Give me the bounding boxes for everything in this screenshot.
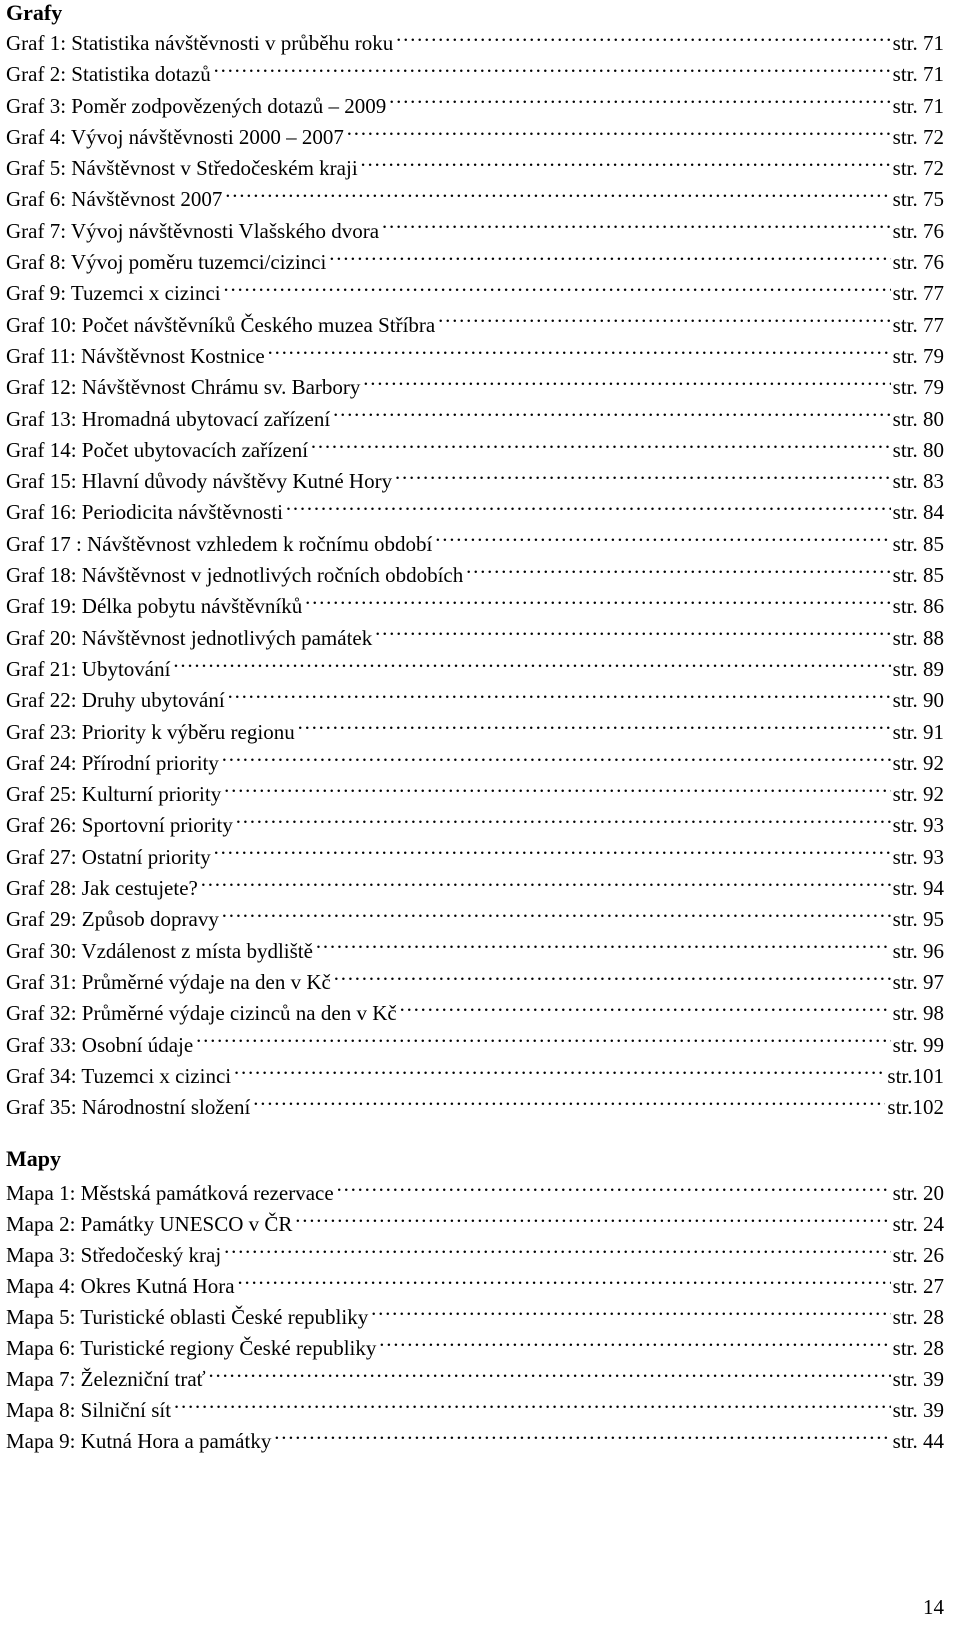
maps-heading: Mapy (6, 1146, 61, 1171)
toc-entry-label: Mapa 1: Městská památková rezervace (6, 1181, 334, 1205)
toc-entry (6, 1364, 944, 1395)
page-number: 14 (923, 1595, 944, 1619)
toc-entry-page: str. 85 (892, 531, 944, 556)
toc-entry-label: Graf 22: Druhy ubytování (6, 688, 225, 713)
toc-entry-page: str. 95 (892, 907, 944, 932)
toc-entry (6, 1178, 944, 1209)
toc-entry (6, 591, 944, 622)
toc-dot-leader (172, 655, 890, 676)
toc-entry-label: Mapa 7: Železniční trať (6, 1367, 206, 1391)
toc-entry-label: Graf 6: Návštěvnost 2007 (6, 187, 223, 212)
toc-dot-leader (374, 624, 890, 645)
toc-entry-label: Mapa 5: Turistické oblasti České republiky (6, 1305, 369, 1329)
toc-entry-label: Graf 19: Délka pobytu návštěvníků (6, 594, 303, 619)
toc-entry-label: Graf 34: Tuzemci x cizinci (6, 1063, 232, 1088)
toc-entry-label: Graf 11: Návštěvnost Kostnice (6, 343, 265, 368)
toc-dot-leader (437, 311, 890, 332)
toc-entry-label: Mapa 3: Středočeský kraj (6, 1243, 222, 1267)
toc-entry (6, 560, 944, 591)
toc-dot-leader (294, 1210, 890, 1231)
toc-entry-label: Graf 28: Jak cestujete? (6, 876, 198, 901)
toc-entry-label: Graf 20: Návštěvnost jednotlivých památek (6, 625, 373, 650)
toc-dot-leader (362, 373, 890, 394)
toc-dot-leader (273, 1427, 890, 1448)
toc-entry (6, 1061, 944, 1092)
toc-dot-leader (310, 436, 891, 457)
toc-entry-label: Mapa 4: Okres Kutná Hora (6, 1274, 235, 1298)
graphs-heading: Grafy (6, 0, 63, 25)
toc-entry-label: Mapa 6: Turistické regiony České republiky (6, 1336, 377, 1360)
toc-entry (6, 1302, 944, 1333)
toc-entry-label: Graf 33: Osobní údaje (6, 1032, 194, 1057)
toc-dot-leader (223, 780, 890, 801)
toc-entry-page: str. 98 (892, 1001, 944, 1026)
toc-entry-label: Graf 2: Statistika dotazů (6, 62, 211, 87)
toc-entry-label: Graf 27: Ostatní priority (6, 844, 211, 869)
toc-entry (6, 28, 944, 59)
toc-dot-leader (200, 874, 891, 895)
toc-dot-leader (173, 1396, 891, 1417)
toc-entry-label: Graf 7: Vývoj návštěvnosti Vlašského dvora (6, 218, 380, 243)
toc-dot-leader (332, 405, 890, 426)
toc-entry-page: str. 84 (892, 500, 944, 525)
toc-entry-label: Graf 31: Průměrné výdaje na den v Kč (6, 969, 331, 994)
toc-dot-leader (328, 248, 890, 269)
toc-dot-leader (221, 749, 891, 770)
toc-entry-label: Graf 26: Sportovní priority (6, 813, 233, 838)
toc-entry (6, 122, 944, 153)
toc-entry-page: str. 97 (892, 969, 944, 994)
toc-entry-page: str. 79 (892, 343, 944, 368)
toc-entry-label: Mapa 2: Památky UNESCO v ČR (6, 1212, 293, 1236)
toc-entry-page: str. 96 (892, 938, 944, 963)
toc-dot-leader (315, 937, 891, 958)
toc-entry-label: Graf 3: Poměr zodpovězených dotazů – 2009 (6, 93, 387, 118)
toc-dot-leader (297, 718, 891, 739)
toc-entry-label: Graf 9: Tuzemci x cizinci (6, 281, 221, 306)
toc-entry-page: str. 28 (892, 1336, 944, 1360)
toc-entry-page: str. 39 (892, 1398, 944, 1422)
toc-entry-page: str. 77 (892, 281, 944, 306)
toc-entry-page: str. 76 (892, 218, 944, 243)
toc-entry-label: Graf 14: Počet ubytovacích zařízení (6, 437, 309, 462)
toc-entry-page: str. 92 (892, 782, 944, 807)
toc-entry-label: Graf 12: Návštěvnost Chrámu sv. Barbory (6, 375, 361, 400)
toc-entry-page: str. 27 (892, 1274, 944, 1298)
toc-entry-label: Graf 16: Periodicita návštěvnosti (6, 500, 284, 525)
toc-entry (6, 466, 944, 497)
toc-entry (6, 91, 944, 122)
toc-entry-page: str. 80 (892, 437, 944, 462)
toc-entry (6, 310, 944, 341)
toc-entry-page: str. 79 (892, 375, 944, 400)
toc-entry-page: str. 99 (892, 1032, 944, 1057)
toc-entry-page: str. 75 (892, 187, 944, 212)
toc-dot-leader (252, 1093, 885, 1114)
toc-entry (6, 435, 944, 466)
toc-entry-page: str.101 (887, 1063, 944, 1088)
toc-dot-leader (333, 968, 891, 989)
toc-dot-leader (223, 1241, 890, 1262)
toc-entry (6, 717, 944, 748)
toc-entry-label: Mapa 9: Kutná Hora a památky (6, 1429, 272, 1453)
toc-entry (6, 1209, 944, 1240)
toc-entry-label: Graf 30: Vzdálenost z místa bydliště (6, 938, 313, 963)
toc-entry (6, 372, 944, 403)
toc-entry (6, 748, 944, 779)
toc-dot-leader (208, 1365, 891, 1386)
toc-entry (6, 998, 944, 1029)
toc-entry-page: str. 76 (892, 250, 944, 275)
toc-entry (6, 1426, 944, 1457)
toc-entry-label: Graf 29: Způsob dopravy (6, 907, 219, 932)
toc-entry-page: str. 83 (892, 469, 944, 494)
toc-entry (6, 810, 944, 841)
toc-entry-label: Graf 21: Ubytování (6, 656, 171, 681)
toc-entry-page: str. 44 (892, 1429, 944, 1453)
toc-dot-leader (221, 905, 891, 926)
toc-dot-leader (237, 1272, 891, 1293)
toc-entry (6, 904, 944, 935)
toc-dot-leader (465, 561, 890, 582)
toc-entry-label: Graf 25: Kulturní priority (6, 782, 222, 807)
toc-entry-page: str. 91 (892, 719, 944, 744)
toc-entry-page: str. 94 (892, 876, 944, 901)
toc-entry-page: str. 90 (892, 688, 944, 713)
toc-entry (6, 967, 944, 998)
toc-entry-page: str. 72 (892, 156, 944, 181)
toc-entry (6, 1092, 944, 1123)
toc-entry (6, 654, 944, 685)
toc-dot-leader (336, 1179, 891, 1200)
toc-entry (6, 278, 944, 309)
toc-entry-label: Graf 23: Priority k výběru regionu (6, 719, 295, 744)
toc-dot-leader (233, 1062, 885, 1083)
toc-entry-page: str. 85 (892, 563, 944, 588)
toc-entry (6, 936, 944, 967)
toc-entry-label: Graf 8: Vývoj poměru tuzemci/cizinci (6, 250, 327, 275)
toc-entry (6, 404, 944, 435)
toc-entry (6, 623, 944, 654)
toc-entry-page: str. 71 (892, 31, 944, 55)
toc-entry (6, 59, 944, 90)
toc-entry-label: Graf 18: Návštěvnost v jednotlivých ročních obdobích (6, 563, 464, 588)
toc-entry-page: str. 71 (892, 62, 944, 87)
toc-dot-leader (223, 279, 891, 300)
toc-entry (6, 685, 944, 716)
toc-entry (6, 1271, 944, 1302)
toc-entry-page: str. 24 (892, 1212, 944, 1236)
toc-dot-leader (213, 60, 891, 81)
toc-entry-page: str. 93 (892, 813, 944, 838)
toc-dot-leader (395, 29, 890, 50)
toc-entry (6, 1395, 944, 1426)
toc-entry-label: Graf 1: Statistika návštěvnosti v průběhu roku (6, 31, 394, 55)
toc-entry (6, 184, 944, 215)
graphs-list (6, 28, 944, 1123)
toc-entry-page: str.102 (887, 1095, 944, 1120)
toc-entry-label: Graf 4: Vývoj návštěvnosti 2000 – 2007 (6, 124, 344, 149)
toc-entry (6, 842, 944, 873)
toc-entry-page: str. 39 (892, 1367, 944, 1391)
toc-dot-leader (227, 686, 891, 707)
toc-entry (6, 779, 944, 810)
toc-entry (6, 153, 944, 184)
toc-dot-leader (399, 999, 891, 1020)
toc-entry-label: Graf 24: Přírodní priority (6, 750, 219, 775)
toc-dot-leader (381, 217, 891, 238)
toc-entry (6, 341, 944, 372)
toc-entry-page: str. 89 (892, 656, 944, 681)
toc-dot-leader (370, 1303, 890, 1324)
toc-entry-page: str. 77 (892, 312, 944, 337)
toc-dot-leader (304, 592, 890, 613)
toc-dot-leader (213, 843, 891, 864)
toc-entry-page: str. 20 (892, 1181, 944, 1205)
toc-dot-leader (360, 154, 891, 175)
toc-entry (6, 1030, 944, 1061)
maps-list (6, 1178, 944, 1457)
toc-entry-label: Mapa 8: Silniční sít (6, 1398, 172, 1422)
toc-entry-page: str. 26 (892, 1243, 944, 1267)
toc-entry (6, 873, 944, 904)
toc-entry-label: Graf 32: Průměrné výdaje cizinců na den v Kč (6, 1001, 397, 1026)
toc-dot-leader (394, 467, 891, 488)
toc-entry-label: Graf 17 : Návštěvnost vzhledem k ročnímu období (6, 531, 433, 556)
toc-entry-page: str. 28 (892, 1305, 944, 1329)
toc-entry (6, 1333, 944, 1364)
toc-entry-page: str. 93 (892, 844, 944, 869)
toc-dot-leader (235, 811, 891, 832)
toc-entry-label: Graf 13: Hromadná ubytovací zařízení (6, 406, 331, 431)
toc-dot-leader (267, 342, 891, 363)
toc-dot-leader (195, 1031, 890, 1052)
toc-entry-label: Graf 35: Národnostní složení (6, 1095, 251, 1120)
toc-entry-page: str. 88 (892, 625, 944, 650)
toc-entry (6, 216, 944, 247)
toc-entry-page: str. 80 (892, 406, 944, 431)
toc-dot-leader (285, 498, 891, 519)
toc-entry (6, 1240, 944, 1271)
toc-entry-label: Graf 15: Hlavní důvody návštěvy Kutné Hory (6, 469, 393, 494)
toc-dot-leader (346, 123, 891, 144)
toc-dot-leader (224, 185, 890, 206)
toc-entry-label: Graf 10: Počet návštěvníků Českého muzea Stříbra (6, 312, 436, 337)
toc-entry-page: str. 71 (892, 93, 944, 118)
toc-dot-leader (434, 530, 890, 551)
toc-entry-page: str. 86 (892, 594, 944, 619)
toc-entry (6, 247, 944, 278)
toc-entry (6, 497, 944, 528)
toc-entry-page: str. 92 (892, 750, 944, 775)
toc-dot-leader (378, 1334, 890, 1355)
toc-dot-leader (388, 92, 890, 113)
toc-entry-page: str. 72 (892, 124, 944, 149)
toc-entry-label: Graf 5: Návštěvnost v Středočeském kraji (6, 156, 358, 181)
toc-entry (6, 529, 944, 560)
